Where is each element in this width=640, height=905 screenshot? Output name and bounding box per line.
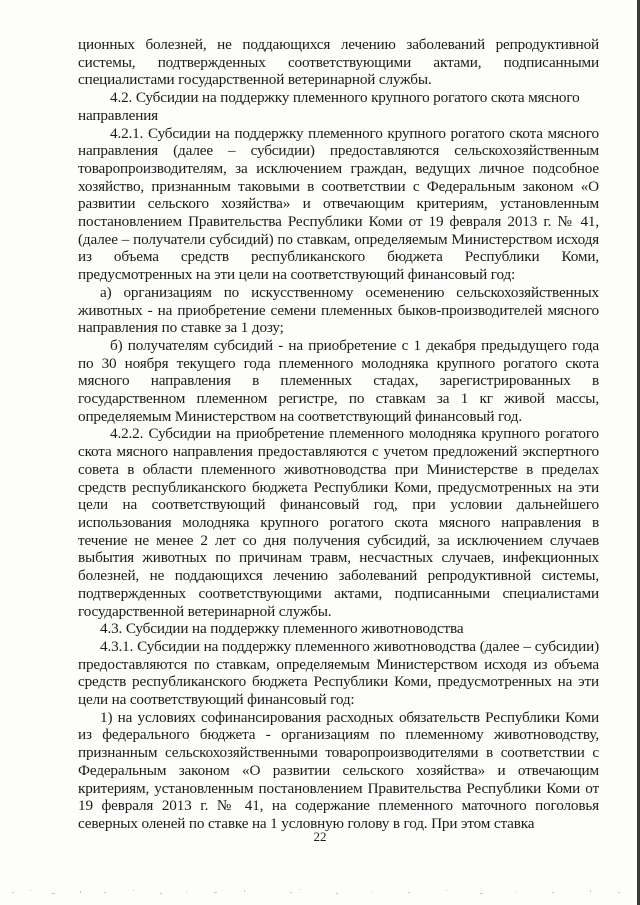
list-item-1: 1) на условиях софинансирования расходных обязательств Республики Коми из федерального бюджета - организациям по племенному животноводству, признанным сельскохозяйственными товаропроизводителями в соответствии с Федеральным законом «О развитии сельского хозяйства» и отвечающим критериям, установленным постановлением Правительства Республики Коми от 19 февраля 2013 г. № 41, на содержание племенного маточного поголовья северных оленей по ставке на 1 условную голову в год. При этом ставка bbox=[78, 708, 599, 832]
section-heading-4-3: 4.3. Субсидии на поддержку племенного животноводства bbox=[100, 620, 464, 638]
page-number: 22 bbox=[313, 829, 327, 844]
paragraph-4-2-1: 4.2.1. Субсидии на поддержку племенного крупного рогатого скота мясного направления (далее – субсидии) предоставляются сельскохозяйственным товаропроизводителям, за исключением граждан, ведущих личное подсобное хозяйство, признанным таковыми в соответствии с Федеральным законом «О развитии сельского хозяйства» и отвечающим критериям, установленным постановлением Правительства Республики Коми от 19 февраля 2013 г. № 41, (далее – получатели субсидий) по ставкам, определяемым Министерством исходя из объема средств республиканского бюджета Республики Коми, предусмотренных на эти цели на соответствующий финансовый год: bbox=[78, 124, 599, 284]
paragraph-4-3-1: 4.3.1. Субсидии на поддержку племенного животноводства (далее – субсидии) предоставляются по ставкам, определяемым Министерством исходя из объема средств республиканского бюджета Республики Коми, предусмотренных на эти цели на соответствующий финансовый год: bbox=[78, 637, 599, 709]
list-item-b: б) получателям субсидий - на приобретение с 1 декабря предыдущего года по 30 ноября текущего года племенного молодняка крупного рогатого скота мясного направления в племенных стадах, зарегистрированных в государственном племенном регистре, по ставкам за 1 кг живой массы, определяемым Министерством на соответствующий финансовый год. bbox=[78, 336, 599, 425]
scan-noise-strip bbox=[0, 880, 640, 902]
document-body bbox=[78, 36, 599, 833]
section-heading-4-2: 4.2. Субсидии на поддержку племенного крупного рогатого скота мясного направления bbox=[78, 89, 580, 124]
paragraph-4-2-2: 4.2.2. Субсидии на приобретение племенного молодняка крупного рогатого скота мясного направления предоставляются с учетом предложений экспертного совета в области племенного животноводства при Министерстве в пределах средств республиканского бюджета Республики Коми, предусмотренных на эти цели на соответствующий финансовый год, при условии дальнейшего использования молодняка крупного рогатого скота мясного направления в течение не менее 2 лет со дня получения субсидий, за исключением случаев выбытия животных по причинам травм, несчастных случаев, инфекционных болезней, не поддающихся лечению заболеваний репродуктивной системы, подтвержденных соответствующими актами, подписанными специалистами государственной ветеринарной службы. bbox=[78, 425, 599, 620]
paragraph-continuation: ционных болезней, не поддающихся лечению заболеваний репродуктивной системы, подтвержденных соответствующими актами, подписанными специалистами государственной ветеринарной службы. bbox=[78, 36, 599, 89]
list-item-a: а) организациям по искусственному осеменению сельскохозяйственных животных - на приобретение семени племенных быков-производителей мясного направления по ставке за 1 дозу; bbox=[78, 283, 599, 337]
